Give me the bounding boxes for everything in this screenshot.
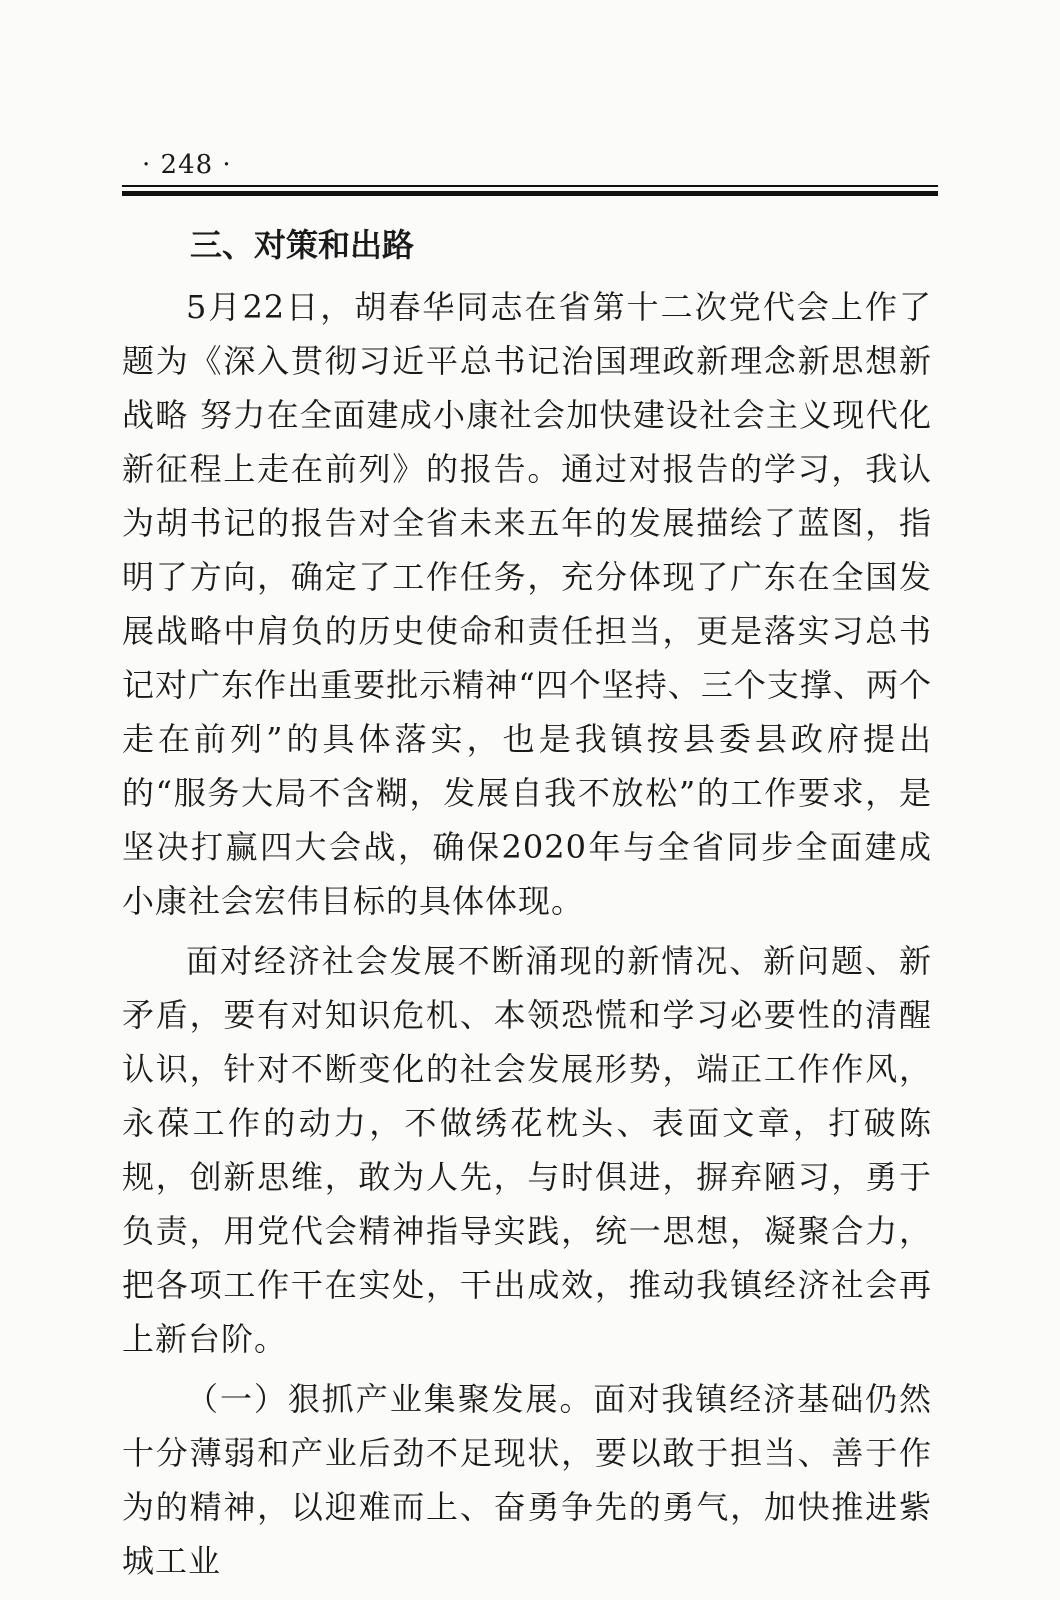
paragraph-2: 面对经济社会发展不断涌现的新情况、新问题、新矛盾，要有对知识危机、本领恐慌和学习必要性的清醒认识，针对不断变化的社会发展形势，端正工作作风，永葆工作的动力，不做绣花枕头、表面文章，打破陈规，创新思维，敢为人先，与时俱进，摒弃陋习，勇于负责，用党代会精神指导实践，统一思想，凝聚合力，把各项工作干在实处，干出成效，推动我镇经济社会再上新台阶。	[122, 942, 932, 1358]
header-rule-thick	[122, 191, 938, 196]
section-heading: 三、对策和出路	[190, 226, 415, 264]
page-number: · 248 ·	[142, 150, 232, 180]
header-rule-thin	[122, 185, 938, 187]
subsection-text: 面对我镇经济基础仍然十分薄弱和产业后劲不足现状，要以敢于担当、善于作为的精神，以迎难而上、奋勇争先的勇气，加快推进紫城工业	[122, 1380, 932, 1580]
body-text	[122, 220, 932, 1588]
page-header	[122, 148, 938, 208]
subsection-heading: （一）狠抓产业集聚发展。	[186, 1380, 594, 1418]
paragraph-3	[122, 1372, 932, 1588]
paragraph-1: 5月22日，胡春华同志在省第十二次党代会上作了题为《深入贯彻习近平总书记治国理政新理念新思想新战略 努力在全面建成小康社会加快建设社会主义现代化新征程上走在前列》的报告。通过对报告的学习，我认为胡书记的报告对全省未来五年的发展描绘了蓝图，指明了方向，确定了工作任务，充分体现了广东在全国发展战略中肩负的历史使命和责任担当，更是落实习总书记对广东作出重要批示精神“四个坚持、三个支撑、两个走在前列”的具体落实，也是我镇按县委县政府提出的“服务大局不含糊，发展自我不放松”的工作要求，是坚决打赢四大会战，确保2020年与全省同步全面建成小康社会宏伟目标的具体体现。	[122, 288, 932, 920]
